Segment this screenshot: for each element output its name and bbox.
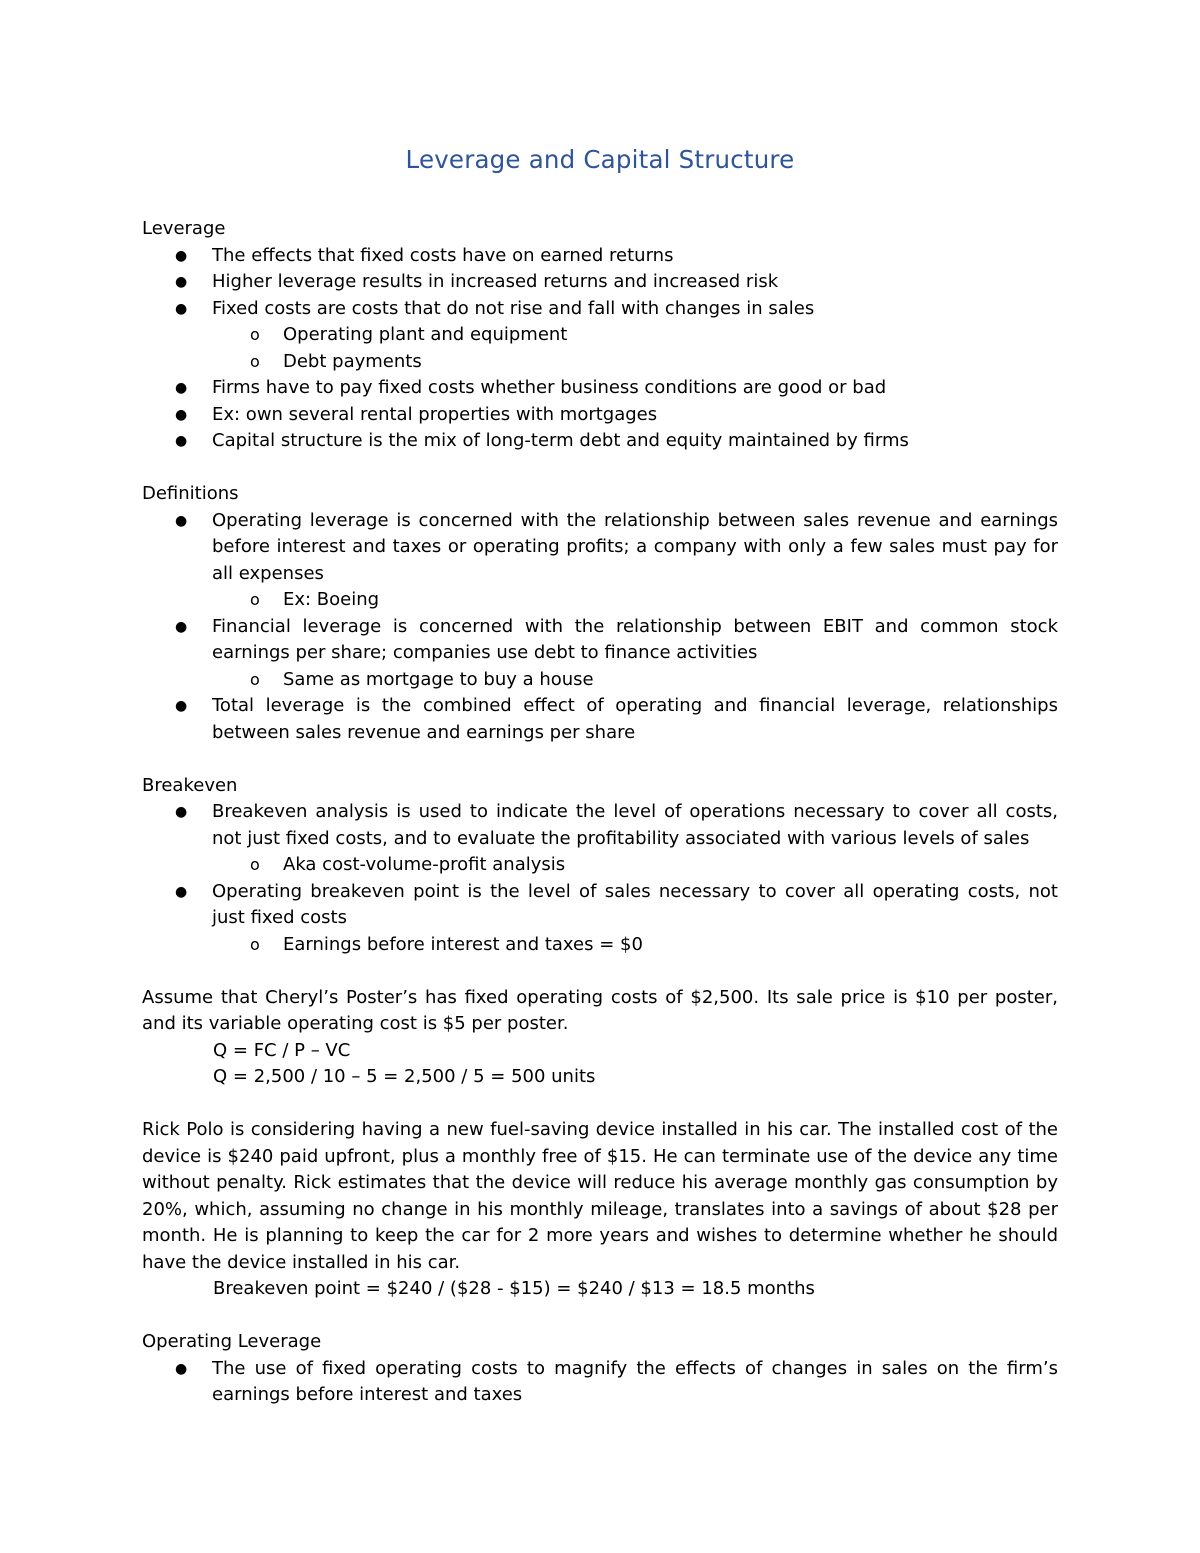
document-page [142,140,1058,1435]
list-item: ● Higher leverage results in increased returns and increased risk [142,269,1058,296]
bullet-icon: ● [175,247,188,264]
circle-bullet-icon: o [250,325,260,344]
section-heading: Leverage [142,218,226,239]
bullet-icon: ● [175,512,188,529]
document-title: Leverage and Capital Structure [405,145,795,174]
example-paragraph: Rick Polo is considering having a new fuel-saving device installed in his car. The installed cost of the device is $240 paid upfront, plus a monthly free of $15. He can terminate use of the device any time without penalty. Rick estimates that the device will reduce his average monthly gas consumption by 20%, which, assuming no change in his monthly mileage, translates into a savings of about $28 per month. He is planning to keep the car for 2 more years and wishes to determine whether he should have the device installed in his car. [142,1119,1058,1273]
bullet-icon: ● [175,698,188,714]
section-definitions [142,481,1058,746]
sub-list-item: o Earnings before interest and taxes = $0 [142,932,1058,959]
bullet-icon: ● [175,433,188,449]
section-operating-leverage [142,1329,1058,1409]
list-item: ● Financial leverage is concerned with the relationship between EBIT and common stock earnings per share; companies use debt to finance activities [175,615,1058,663]
example-paragraph: Assume that Cheryl’s Poster’s has fixed operating costs of $2,500. Its sale price is $10 per poster, and its variable operating cost is $5 per poster. [142,986,1058,1034]
list-item: ● Operating leverage is concerned with the relationship between sales revenue and earnings before interest and taxes or operating profits; a company with only a few sales must pay for all expenses [175,509,1058,584]
bullet-icon: ● [175,300,188,317]
list-item: ● Ex: own several rental properties with mortgages [142,402,1058,429]
bullet-list [142,799,1058,958]
list-item: ● Capital structure is the mix of long-term debt and equity maintained by firms [142,428,1058,455]
circle-bullet-icon: o [250,855,260,874]
list-item: ● Operating breakeven point is the level of sales necessary to cover all operating costs, not just fixed costs [175,880,1058,928]
circle-bullet-icon: o [250,934,260,954]
sub-list-item: o Ex: Boeing [142,587,1058,614]
bullet-icon: ● [175,406,188,423]
formula-line: Breakeven point = $240 / ($28 - $15) = $240 / $13 = 18.5 months [213,1278,815,1299]
circle-bullet-icon: o [250,590,260,609]
formula-line: Q = 2,500 / 10 – 5 = 2,500 / 5 = 500 units [213,1066,596,1087]
bullet-list [142,1356,1058,1409]
list-item: ● The effects that fixed costs have on earned returns [142,243,1058,270]
section-breakeven [142,773,1058,959]
bullet-icon: ● [175,380,188,396]
list-item: ● Breakeven analysis is used to indicate the level of operations necessary to cover all costs, not just fixed costs, and to evaluate the profitability associated with various levels of sales [175,801,1058,849]
section-heading: Operating Leverage [142,1331,322,1352]
sub-list-item: o Aka cost-volume-profit analysis [142,852,1058,879]
section-example-rick [142,1117,1058,1303]
list-item: ● Fixed costs are costs that do not rise and fall with changes in sales [142,296,1058,323]
formula-line: Q = FC / P – VC [213,1039,351,1061]
list-item: ● The use of fixed operating costs to magnify the effects of changes in sales on the firm’s earnings before interest and taxes [175,1357,1058,1405]
section-heading: Breakeven [142,774,238,796]
list-item: ● Total leverage is the combined effect of operating and financial leverage, relationships between sales revenue and earnings per share [175,695,1058,743]
sub-list-item: o Same as mortgage to buy a house [142,667,1058,694]
list-item: ● Firms have to pay fixed costs whether business conditions are good or bad [142,375,1058,402]
circle-bullet-icon: o [250,351,260,371]
section-example-cheryl [142,985,1058,1091]
bullet-icon: ● [175,274,188,290]
bullet-icon: ● [175,618,188,635]
sub-list-item: o Debt payments [142,349,1058,376]
bullet-list [142,243,1058,455]
sub-list-item: o Operating plant and equipment [142,322,1058,349]
section-heading: Definitions [142,483,239,504]
bullet-icon: ● [175,883,188,900]
circle-bullet-icon: o [250,669,260,689]
section-leverage [142,216,1058,455]
bullet-list [142,508,1058,747]
bullet-icon: ● [175,1360,188,1377]
bullet-icon: ● [175,804,188,820]
